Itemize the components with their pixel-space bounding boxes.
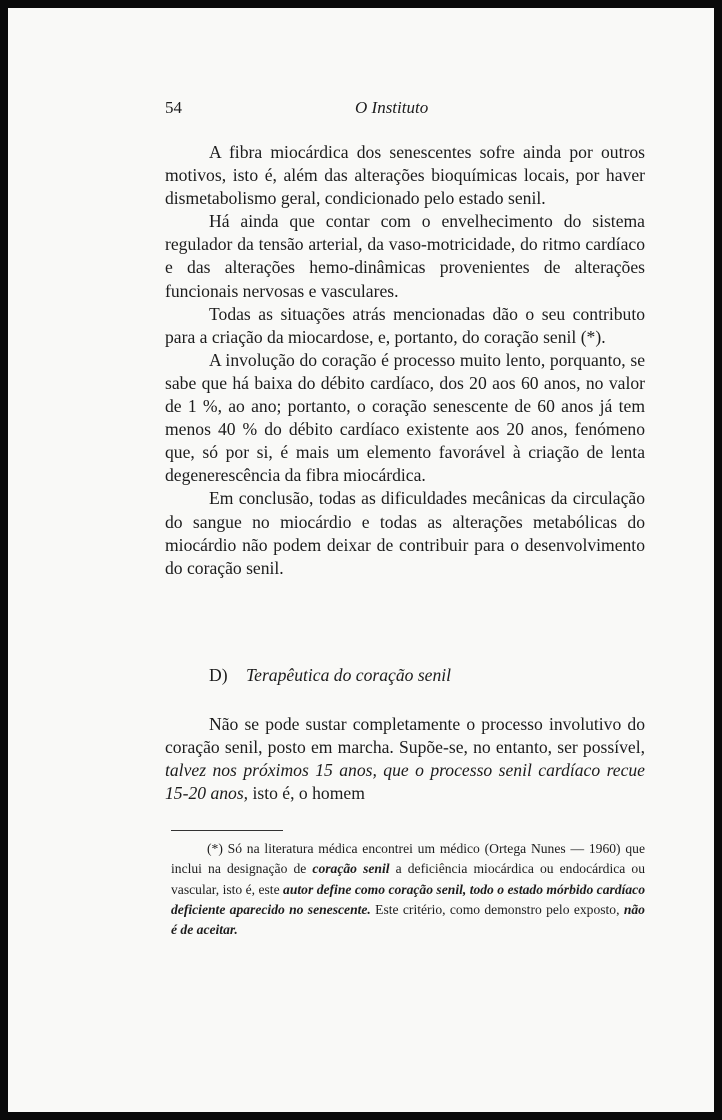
footnote-text-3: Este critério, como demonstro pelo exposto, [370,901,624,917]
footnote-italic-3: não é de aceitar. [171,901,645,938]
document-page [8,8,714,1112]
footnote-text-2: a deficiência miocárdica ou endocárdica ou vascular, isto é, este [171,861,645,897]
footnote-divider [171,830,283,831]
paragraph-2: Há ainda que contar com o envelhecimento do sistema regulador da tensão arterial, da vaso-motricidade, do ritmo cardíaco e das alterações hemo-dinâmicas provenientes de alterações funcionais nervosas e vasculares. [165,211,645,301]
section-body-text [165,713,645,805]
footnote-paragraph [171,839,645,940]
running-title: O Instituto [355,98,429,117]
page-number: 54 [165,98,182,117]
footnote-italic-2: autor define como coração senil, todo o estado mórbido cardíaco deficiente aparecido no senescente. [171,881,645,917]
section-heading [209,665,451,686]
section-paragraph-italic: talvez nos próximos 15 anos, que o processo senil cardíaco recue 15-20 anos, [165,760,645,804]
section-paragraph-text-1: Não se pode sustar completamente o processo involutivo do coração senil, posto em marcha. Supõe-se, no entanto, ser possível, [165,714,645,758]
footnote-text-1: (*) Só na literatura médica encontrei um médico (Ortega Nunes — 1960) que inclui na designação de [171,841,645,877]
footnote [171,839,645,940]
paragraph-3: Todas as situações atrás mencionadas dão o seu contributo para a criação da miocardose, e, portanto, do coração senil (*). [165,303,645,347]
paragraph-4: A involução do coração é processo muito lento, porquanto, se sabe que há baixa do débito cardíaco, dos 20 aos 60 anos, no valor de 1 %, ao ano; portanto, o coração senescente de 60 anos já tem menos 40 % do débito cardíaco existente aos 20 anos, fenómeno que, só por si, é mais um elemento favorável à criação de lenta degenerescência da fibra miocárdica. [165,349,645,486]
paragraph-5: Em conclusão, todas as dificuldades mecânicas da circulação do sangue no miocárdio e todas as alterações metabólicas do miocárdio não podem deixar de contribuir para o desenvolvimento do coração senil. [165,488,645,578]
paragraph-1: A fibra miocárdica dos senescentes sofre ainda por outros motivos, isto é, além das alterações bioquímicas locais, por haver dismetabolismo geral, condicionado pelo estado senil. [165,142,645,209]
section-paragraph [165,713,645,805]
footnote-italic-1: coração senil [312,861,390,877]
page-header [165,98,645,124]
section-paragraph-text-2: isto é, o homem [248,783,365,804]
section-title: Terapêutica do coração senil [245,665,452,685]
body-text [165,141,645,580]
section-letter: D) [209,665,228,685]
